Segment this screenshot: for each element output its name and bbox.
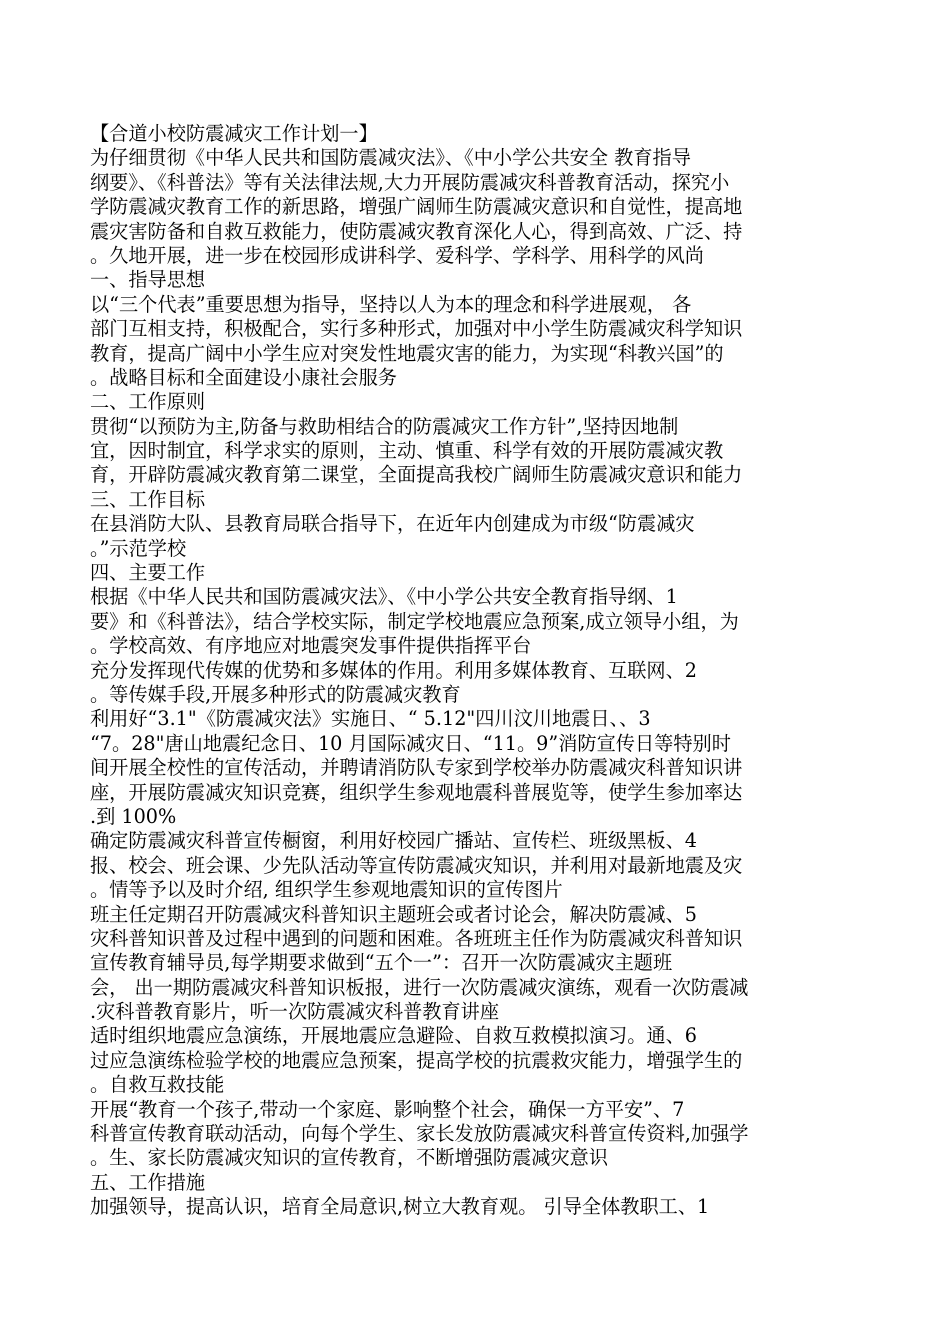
text-line: 四、主要工作 bbox=[90, 561, 206, 585]
text-line: .到 100% bbox=[90, 804, 177, 828]
text-line: 。情等予以及时介绍, 组织学生参观地震知识的宣传图片 bbox=[90, 878, 563, 902]
text-line: 会， 出一期防震减灾科普知识板报，进行一次防震减灾演练，观看一次防震减 bbox=[90, 975, 749, 999]
text-line: 座，开展防震减灾知识竞赛，组织学生参观地震科普展览等，使学生参加率达 bbox=[90, 780, 743, 804]
text-line: 宣传教育辅导员,每学期要求做到“五个一”：召开一次防震减灾主题班 bbox=[90, 951, 673, 975]
text-line: 【合道小校防震减灾工作计划一】 bbox=[90, 122, 378, 145]
text-line: 为仔细贯彻《中华人民共和国防震减灾法》、《中小学公共安全 教育指导 bbox=[90, 146, 691, 170]
text-line: 。等传媒手段,开展多种形式的防震减灾教育 bbox=[90, 682, 461, 706]
text-line: .灾科普教育影片，听一次防震减灾科普教育讲座 bbox=[90, 1000, 500, 1024]
text-line: 班主任定期召开防震减灾科普知识主题班会或者讨论会，解决防震减、5 bbox=[90, 902, 698, 926]
text-line: “7。28"唐山地震纪念日、10 月国际减灾日、“11。9”消防宣传日等特别时 bbox=[90, 731, 731, 755]
text-line: 过应急演练检验学校的地震应急预案，提高学校的抗震救灾能力，增强学生的 bbox=[90, 1048, 743, 1072]
text-line: 以“三个代表”重要思想为指导，坚持以人为本的理念和科学进展观， 各 bbox=[90, 292, 692, 316]
text-line: 。生、家长防震减灾知识的宣传教育，不断增强防震减灾意识 bbox=[90, 1146, 609, 1170]
text-line: 纲要》、《科普法》等有关法律法规,大力开展防震减灾科普教育活动，探究小 bbox=[90, 170, 730, 194]
text-line: 开展“教育一个孩子,带动一个家庭、影响整个社会，确保一方平安”、7 bbox=[90, 1097, 685, 1121]
text-line: 。久地开展，进一步在校园形成讲科学、爱科学、学科学、用科学的风尚 bbox=[90, 243, 704, 267]
document-page bbox=[90, 122, 860, 1220]
text-line: 贯彻“以预防为主,防备与救助相结合的防震减灾工作方针”,坚持因地制 bbox=[90, 414, 679, 438]
text-line: 五、工作措施 bbox=[90, 1170, 206, 1194]
text-line: 灾科普知识普及过程中遇到的问题和困难。各班班主任作为防震减灾科普知识 bbox=[90, 926, 743, 950]
text-line: 报、校会、班会课、少先队活动等宣传防震减灾知识，并利用对最新地震及灾 bbox=[90, 853, 743, 877]
text-line: 科普宣传教育联动活动，向每个学生、家长发放防震减灾科普宣传资料,加强学 bbox=[90, 1122, 749, 1146]
text-line: 宜，因时制宜，科学求实的原则，主动、慎重、科学有效的开展防震减灾教 bbox=[90, 439, 724, 463]
text-line: 适时组织地震应急演练，开展地震应急避险、自救互救模拟演习。通、6 bbox=[90, 1024, 698, 1048]
text-line: 一、指导思想 bbox=[90, 268, 206, 292]
text-line: 充分发挥现代传媒的优势和多媒体的作用。利用多媒体教育、互联网、2 bbox=[90, 658, 698, 682]
text-line: 。”示范学校 bbox=[90, 536, 187, 560]
text-line: 要》和《科普法》，结合学校实际，制定学校地震应急预案,成立领导小组，为 bbox=[90, 609, 739, 633]
text-line: 三、工作目标 bbox=[90, 487, 206, 511]
text-line: 育，开辟防震减灾教育第二课堂，全面提高我校广阔师生防震减灾意识和能力 bbox=[90, 463, 743, 487]
text-line: 部门互相支持，积极配合，实行多种形式，加强对中小学生防震减灾科学知识 bbox=[90, 317, 743, 341]
text-line: 震灾害防备和自救互救能力，使防震减灾教育深化人心，得到高效、广泛、持 bbox=[90, 219, 743, 243]
text-line: 间开展全校性的宣传活动，并聘请消防队专家到学校举办防震减灾科普知识讲 bbox=[90, 756, 743, 780]
text-line: 教育，提高广阔中小学生应对突发性地震灾害的能力，为实现“科教兴国”的 bbox=[90, 341, 724, 365]
text-line: 根据《中华人民共和国防震减灾法》、《中小学公共安全教育指导纲、1 bbox=[90, 585, 678, 609]
text-line: 。自救互救技能 bbox=[90, 1073, 225, 1097]
text-line: 在县消防大队、县教育局联合指导下，在近年内创建成为市级“防震减灾 bbox=[90, 512, 695, 536]
text-line: 确定防震减灾科普宣传橱窗，利用好校园广播站、宣传栏、班级黑板、4 bbox=[90, 829, 698, 853]
text-line: 二、工作原则 bbox=[90, 390, 206, 414]
text-line: 加强领导，提高认识，培育全局意识,树立大教育观。 引导全体教职工、1 bbox=[90, 1195, 710, 1219]
text-line: 。学校高效、有序地应对地震突发事件提供指挥平台 bbox=[90, 634, 532, 658]
text-line: 利用好“3.1"《防震减灾法》实施日、“ 5.12"四川汶川地震日、、3 bbox=[90, 707, 651, 731]
text-line: 学防震减灾教育工作的新思路，增强广阔师生防震减灾意识和自觉性，提高地 bbox=[90, 195, 743, 219]
text-line: 。战略目标和全面建设小康社会服务 bbox=[90, 365, 397, 389]
